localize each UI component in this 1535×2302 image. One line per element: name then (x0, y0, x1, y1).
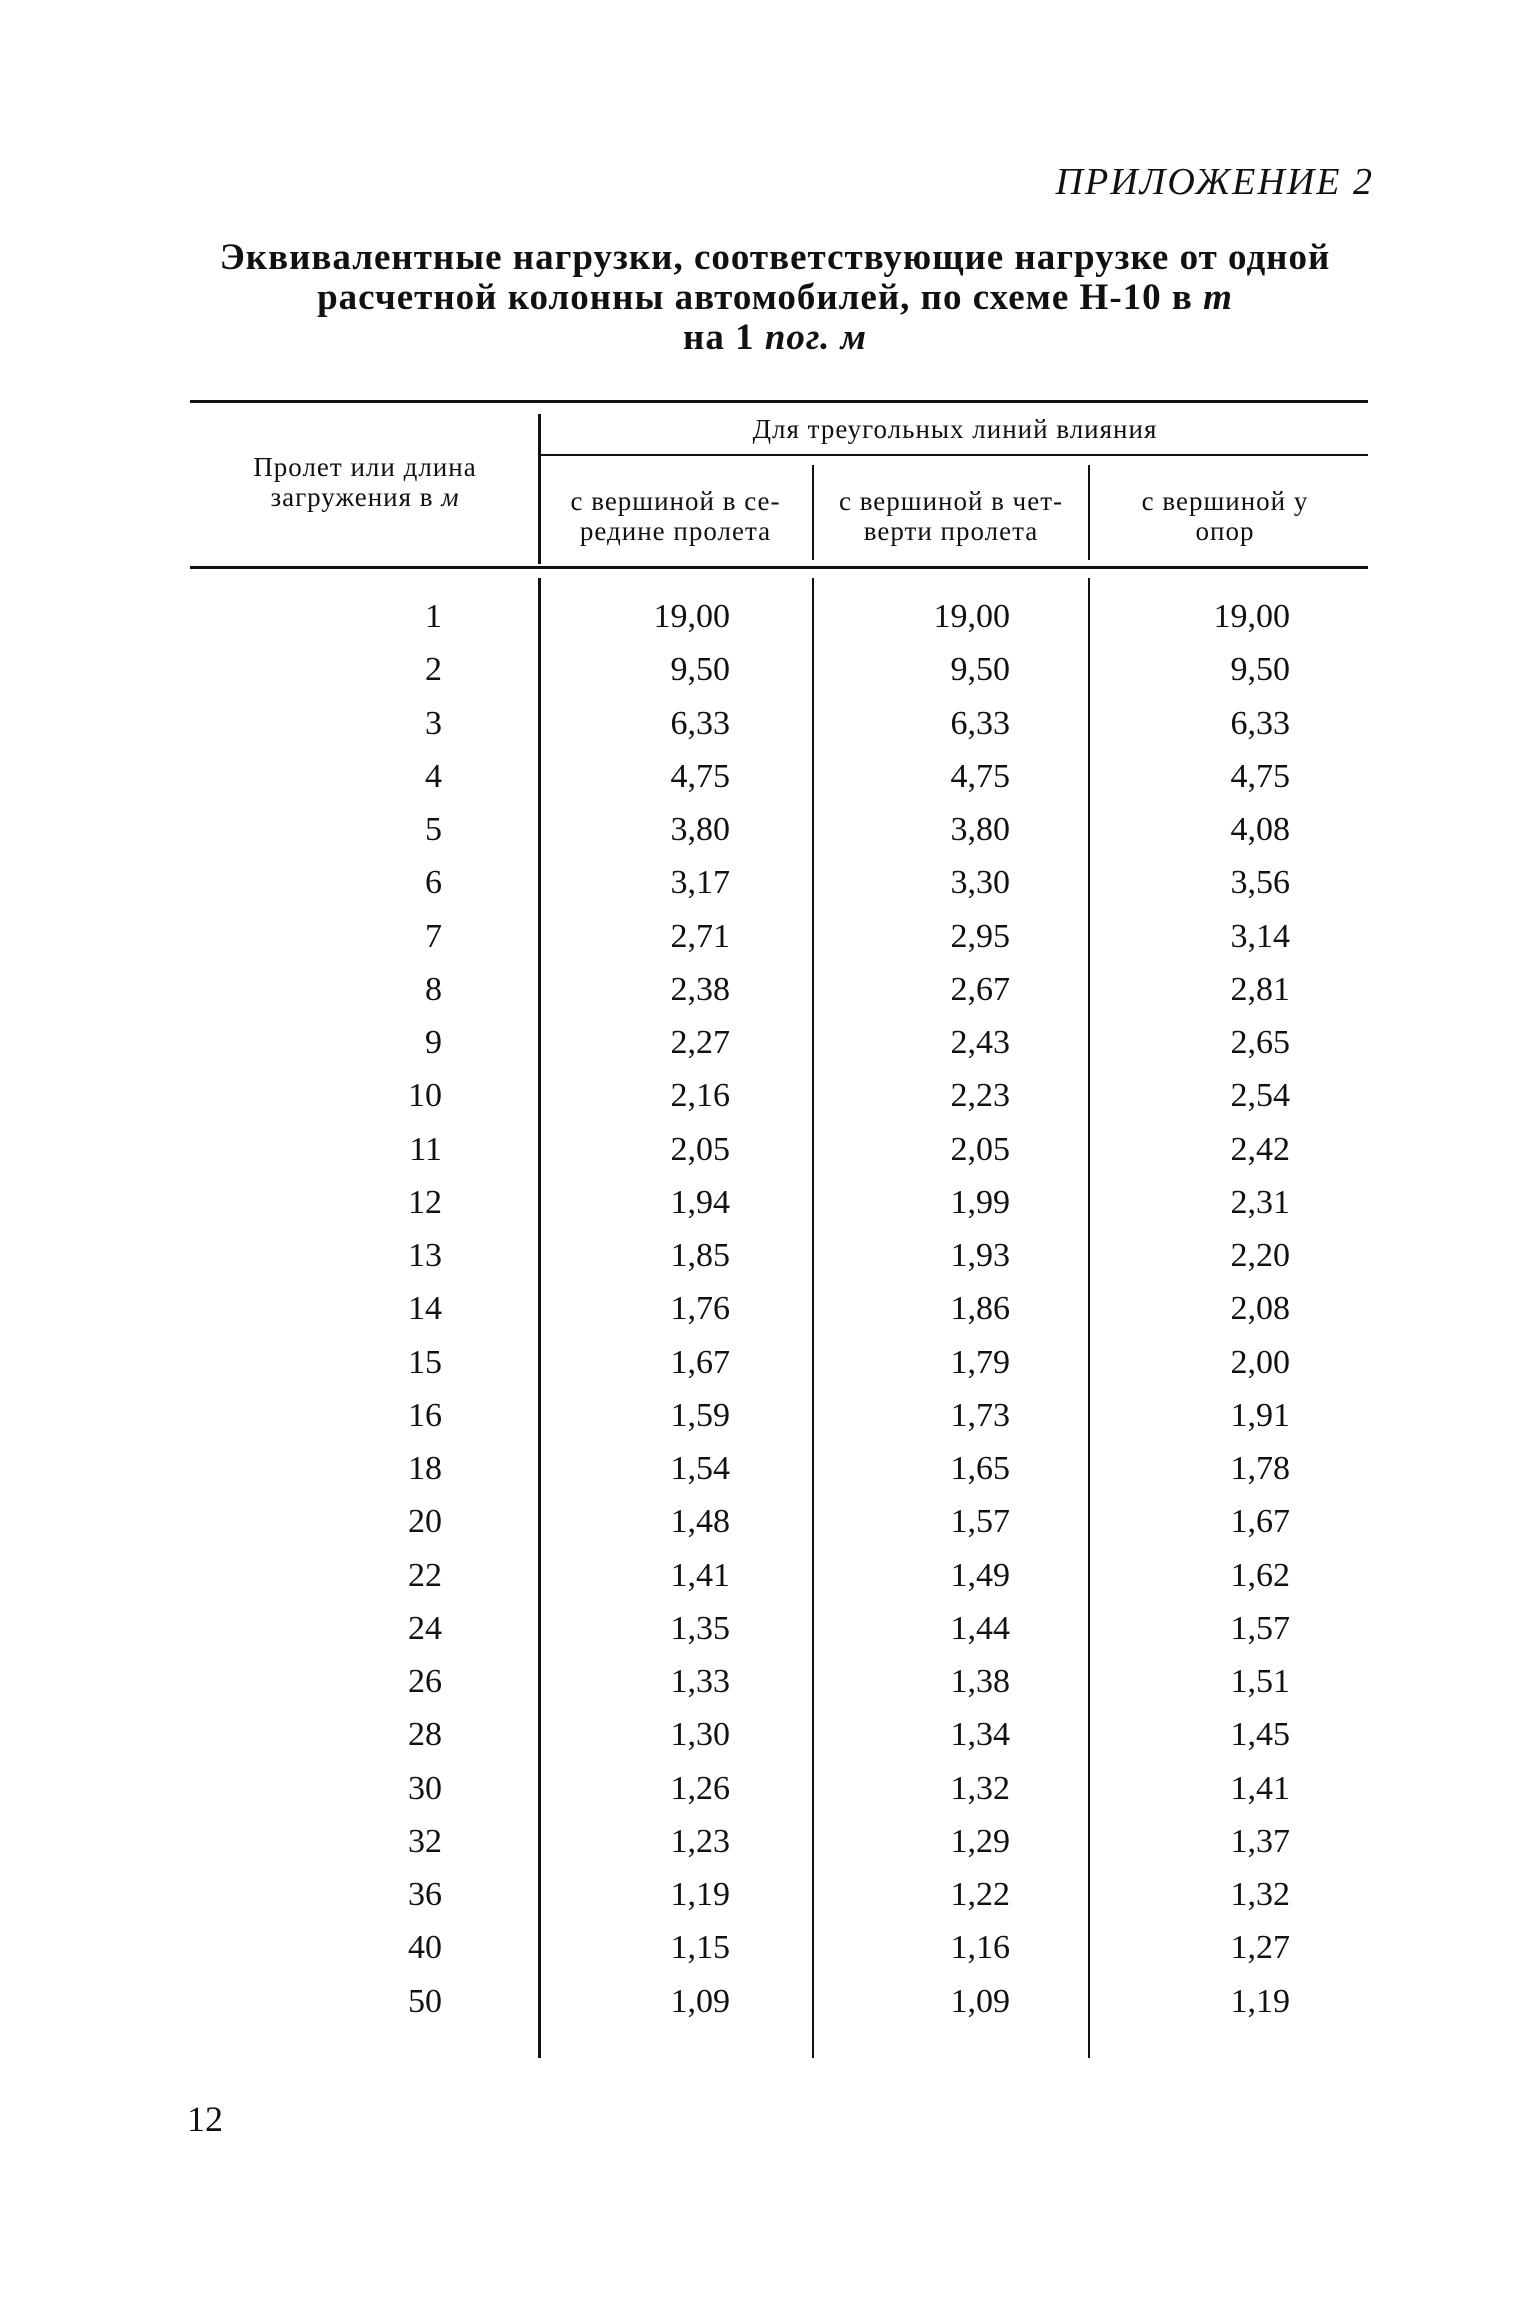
column-apex-quarter-span (880, 590, 1010, 2028)
apex-mid-span-cell: 1,41 (670, 1556, 730, 1594)
apex-mid-span-cell: 6,33 (670, 704, 730, 742)
span-length-cell: 24 (408, 1609, 442, 1647)
apex-quarter-span-cell: 1,93 (950, 1237, 1010, 1274)
apex-mid-span-cell: 1,94 (670, 1183, 730, 1221)
appendix-label: ПРИЛОЖЕНИЕ 2 (1055, 161, 1374, 203)
apex-mid-span-cell: 2,27 (670, 1024, 730, 1061)
header-divider-2 (812, 465, 814, 560)
apex-supports-cell: 1,57 (1230, 1609, 1290, 1647)
apex-quarter-span-cell: 1,38 (950, 1663, 1010, 1700)
span-length-cell: 22 (408, 1556, 442, 1594)
apex-quarter-span-cell: 9,50 (950, 651, 1010, 689)
apex-supports-cell: 1,45 (1230, 1716, 1290, 1754)
apex-supports-cell: 2,65 (1230, 1024, 1290, 1061)
header-apex-quarter-span: с вершиной в чет-верти пролета (838, 486, 1064, 546)
title-line-2-text: расчетной колонны автомобилей, по схеме Н-10 в (317, 277, 1204, 318)
title-unit-t: т (1203, 277, 1233, 318)
apex-mid-span-cell: 1,67 (670, 1343, 730, 1381)
apex-mid-span-cell: 1,23 (670, 1822, 730, 1860)
apex-mid-span-cell: 1,09 (670, 1982, 730, 2020)
apex-supports-cell: 1,62 (1230, 1556, 1290, 1594)
apex-quarter-span-cell: 4,75 (950, 757, 1010, 795)
apex-mid-span-cell: 1,15 (670, 1929, 730, 1967)
apex-quarter-span-cell: 1,29 (950, 1822, 1010, 1860)
apex-mid-span-cell: 19,00 (653, 598, 730, 635)
title-line-1: Эквивалентные нагрузки, соответствующие нагрузке от одной (219, 237, 1331, 278)
body-divider-1 (538, 578, 541, 2058)
header-span-length-unit: м (441, 482, 460, 512)
apex-supports-cell: 2,31 (1230, 1183, 1290, 1221)
apex-supports-cell: 3,56 (1230, 864, 1290, 902)
span-length-cell: 7 (425, 917, 442, 955)
column-apex-mid-span (600, 590, 730, 2028)
span-length-cell: 6 (425, 864, 442, 902)
apex-mid-span-cell: 1,26 (670, 1769, 730, 1807)
header-apex-mid-span: с вершиной в се-редине пролета (570, 486, 781, 546)
apex-quarter-span-cell: 2,05 (950, 1130, 1010, 1168)
apex-quarter-span-cell: 1,32 (950, 1769, 1010, 1807)
apex-supports-cell: 1,51 (1230, 1663, 1290, 1700)
apex-mid-span-cell: 1,54 (670, 1450, 730, 1487)
apex-supports-cell: 6,33 (1230, 704, 1290, 742)
apex-supports-cell: 2,20 (1230, 1237, 1290, 1274)
span-length-cell: 11 (409, 1130, 442, 1168)
apex-supports-cell: 19,00 (1213, 598, 1290, 635)
span-length-cell: 8 (425, 970, 442, 1008)
apex-supports-cell: 1,67 (1230, 1503, 1290, 1541)
apex-supports-cell: 2,54 (1230, 1077, 1290, 1115)
header-apex-supports: с вершиной у опор (1141, 486, 1309, 546)
apex-quarter-span-cell: 1,73 (950, 1396, 1010, 1434)
span-length-cell: 20 (408, 1503, 442, 1541)
header-span-length-text: Пролет или длина загружения в (253, 452, 477, 512)
apex-mid-span-cell: 1,35 (670, 1609, 730, 1647)
span-length-cell: 12 (408, 1183, 442, 1221)
header-bottom-rule (190, 566, 1368, 569)
apex-mid-span-cell: 2,16 (670, 1077, 730, 1115)
apex-quarter-span-cell: 1,22 (950, 1876, 1010, 1913)
apex-quarter-span-cell: 19,00 (933, 598, 1010, 635)
span-length-cell: 18 (408, 1450, 442, 1487)
span-length-cell: 3 (425, 704, 442, 742)
span-length-cell: 15 (408, 1343, 442, 1381)
column-span-length (340, 590, 442, 2028)
apex-quarter-span-cell: 1,65 (950, 1450, 1010, 1487)
apex-mid-span-cell: 1,59 (670, 1396, 730, 1434)
column-apex-supports (1160, 590, 1290, 2028)
header-divider-3 (1088, 465, 1090, 560)
span-length-cell: 10 (408, 1077, 442, 1115)
apex-quarter-span-cell: 1,09 (950, 1982, 1010, 2020)
apex-mid-span-cell: 1,19 (670, 1876, 730, 1913)
apex-quarter-span-cell: 2,95 (950, 917, 1010, 955)
apex-supports-cell: 1,37 (1230, 1822, 1290, 1860)
apex-supports-cell: 1,19 (1230, 1982, 1290, 2020)
apex-mid-span-cell: 3,17 (670, 864, 730, 902)
span-length-cell: 40 (408, 1929, 442, 1967)
apex-supports-cell: 1,91 (1230, 1396, 1290, 1434)
header-left-divider (538, 414, 541, 564)
apex-supports-cell: 3,14 (1230, 917, 1290, 955)
apex-supports-cell: 1,41 (1230, 1769, 1290, 1807)
apex-mid-span-cell: 1,48 (670, 1503, 730, 1541)
apex-quarter-span-cell: 1,99 (950, 1183, 1010, 1221)
apex-quarter-span-cell: 6,33 (950, 704, 1010, 742)
apex-quarter-span-cell: 1,79 (950, 1343, 1010, 1381)
span-length-cell: 13 (408, 1237, 442, 1274)
apex-mid-span-cell: 1,85 (670, 1237, 730, 1274)
title-line-3 (150, 318, 1400, 358)
apex-mid-span-cell: 2,38 (670, 970, 730, 1008)
span-length-cell: 28 (408, 1716, 442, 1754)
span-length-cell: 26 (408, 1663, 442, 1700)
apex-quarter-span-cell: 1,44 (950, 1609, 1010, 1647)
span-length-cell: 4 (425, 757, 442, 795)
header-span-length (200, 452, 530, 512)
apex-supports-cell: 1,27 (1230, 1929, 1290, 1967)
apex-mid-span-cell: 1,30 (670, 1716, 730, 1754)
apex-mid-span-cell: 3,80 (670, 811, 730, 848)
span-length-cell: 30 (408, 1769, 442, 1807)
apex-supports-cell: 1,32 (1230, 1876, 1290, 1913)
apex-mid-span-cell: 2,05 (670, 1130, 730, 1168)
apex-supports-cell: 2,81 (1230, 970, 1290, 1008)
title-line-3-text: на 1 (683, 317, 765, 358)
apex-mid-span-cell: 9,50 (670, 651, 730, 689)
apex-quarter-span-cell: 2,67 (950, 970, 1010, 1008)
apex-supports-cell: 2,08 (1230, 1290, 1290, 1328)
apex-supports-cell: 1,78 (1230, 1450, 1290, 1487)
span-length-cell: 32 (408, 1822, 442, 1860)
apex-mid-span-cell: 1,33 (670, 1663, 730, 1700)
apex-supports-cell: 2,42 (1230, 1130, 1290, 1168)
span-length-cell: 1 (425, 598, 442, 635)
apex-supports-cell: 4,75 (1230, 757, 1290, 795)
span-length-cell: 50 (408, 1982, 442, 2020)
apex-quarter-span-cell: 1,57 (950, 1503, 1010, 1541)
apex-quarter-span-cell: 1,86 (950, 1290, 1010, 1328)
page-number: 12 (187, 2099, 223, 2139)
span-length-cell: 5 (425, 811, 442, 848)
title-line-2 (150, 278, 1400, 318)
header-group-influence-lines: Для треугольных линий влияния (752, 414, 1158, 444)
apex-quarter-span-cell: 2,43 (950, 1024, 1010, 1061)
apex-quarter-span-cell: 2,23 (950, 1077, 1010, 1115)
body-divider-2 (812, 578, 814, 2058)
title-unit-pog-m: пог. м (764, 317, 867, 358)
apex-quarter-span-cell: 1,49 (950, 1556, 1010, 1594)
apex-quarter-span-cell: 3,30 (950, 864, 1010, 902)
apex-supports-cell: 9,50 (1230, 651, 1290, 689)
span-length-cell: 16 (408, 1396, 442, 1434)
apex-mid-span-cell: 2,71 (670, 917, 730, 955)
apex-supports-cell: 4,08 (1230, 811, 1290, 848)
span-length-cell: 2 (425, 651, 442, 689)
apex-mid-span-cell: 1,76 (670, 1290, 730, 1328)
span-length-cell: 9 (425, 1024, 442, 1061)
document-title (150, 238, 1400, 358)
table-top-rule (190, 400, 1368, 403)
apex-quarter-span-cell: 3,80 (950, 811, 1010, 848)
body-divider-3 (1088, 578, 1090, 2058)
apex-supports-cell: 2,00 (1230, 1343, 1290, 1381)
group-header-rule (541, 454, 1368, 456)
apex-quarter-span-cell: 1,34 (950, 1716, 1010, 1754)
span-length-cell: 14 (408, 1290, 442, 1328)
span-length-cell: 36 (408, 1876, 442, 1913)
apex-mid-span-cell: 4,75 (670, 757, 730, 795)
apex-quarter-span-cell: 1,16 (950, 1929, 1010, 1967)
